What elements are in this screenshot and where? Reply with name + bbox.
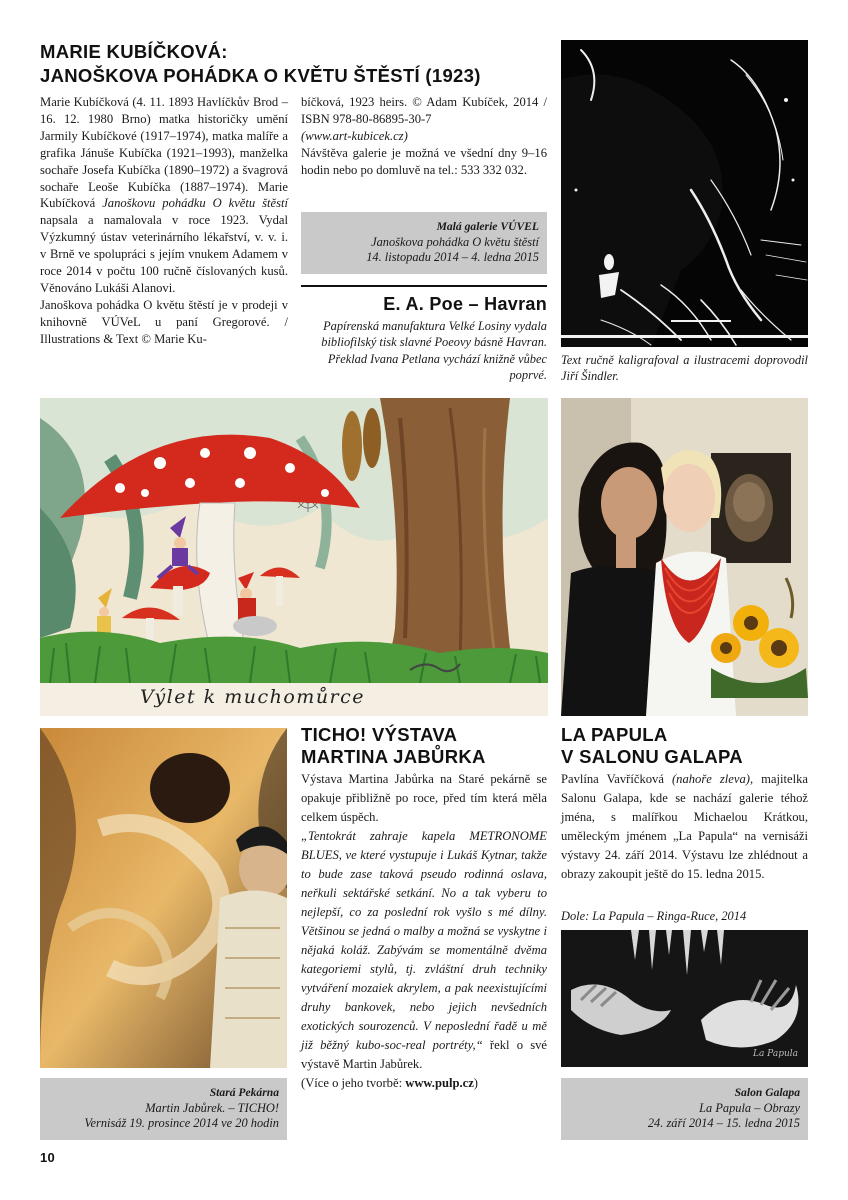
pulp-link[interactable]: www.pulp.cz	[405, 1076, 474, 1090]
article3-title-line1: TICHO! VÝSTAVA	[301, 724, 458, 745]
article2-body: Papírenská manufaktura Velké Losiny vydala bibliofilský tisk slavné Poeovy básně Havran. Překlad Ivana Petlana vychází knižně vůbec poprvé.	[321, 319, 547, 383]
article1-paragraph2: Janoškova pohádka O květu štěstí je v prodeji v knihovně VÚVeL u paní Gregorové. / Illustrations & Text © Marie Ku-	[40, 297, 288, 346]
article4-title-line1: LA PAPULA	[561, 724, 668, 745]
page-number: 10	[40, 1150, 56, 1165]
papula-painting	[561, 930, 808, 1067]
article1-infobox	[301, 212, 547, 274]
infobox-dates: Vernisáž 19. prosince 2014 ve 20 hodin	[84, 1116, 279, 1131]
article4-infobox	[561, 1078, 808, 1140]
article1-title-line1: MARIE KUBÍČKOVÁ:	[40, 41, 228, 62]
article4-body	[561, 770, 808, 884]
infobox-dates: 14. listopadu 2014 – 4. ledna 2015	[366, 250, 539, 265]
mushroom-illustration	[40, 398, 548, 716]
article4-title	[561, 724, 808, 768]
article1-visit-info: Návštěva galerie je možná ve všední dny 9–16 hodin nebo po domluvě na tel.: 533 332 032.	[301, 145, 547, 177]
article3-body	[301, 770, 547, 1093]
article3-intro: Výstava Martina Jabůrka na Staré pekárně se opakuje přibližně po roce, před tím která měla celkem úspěch.	[301, 772, 547, 824]
article4-title-line2: V SALONU GALAPA	[561, 746, 743, 767]
article3-quote: „Tentokrát zahraje kapela METRONOME BLUES, ve které vystupuje i Lukáš Kytnar, takže to bude zase taková pseudo rodinná oslava, neřkuli sektářské setkání. No a tak vyberu to nejlepší, co za poslední rok vyšlo s mé dílny. Většinou se jedná o malby a možná se vyskytne i nějaká koláž. Zabývám se momentálně dvěma kategoriemi stylů, tj. zvláštní druh techniky vytváření mozaiek akrylem, a pak neexistujícími druhy bankovek, nebo jejich nevšedních exotických sourozenců. V neposlední řadě u mě již běžný kubo-soc-real portréty,“ řekl o své výstavě Martin Jabůrek.	[301, 829, 547, 1071]
infobox-title: Janoškova pohádka O květu štěstí	[371, 234, 539, 249]
painting-signature: La Papula	[752, 1049, 798, 1059]
infobox-title: La Papula – Obrazy	[699, 1100, 800, 1115]
article1-isbn: bíčková, 1923 heirs. © Adam Kubíček, 2014 / ISBN 978-80-86895-30-7	[301, 95, 547, 126]
article4-paragraph: Pavlína Vavříčková (nahoře zleva), majitelka Salonu Galapa, kde se nachází galerie téhož jména, s malířkou Michaelou Krátkou, uměleckým jménem „La Papula“ na vernisáži výstavy 24. září 2014. Výstavu lze zhlédnout a obrazy zakoupit ještě do 15. ledna 2015.	[561, 772, 808, 881]
article3-title-line2: MARTINA JABŮRKA	[301, 746, 486, 767]
raven-illustration	[561, 40, 808, 347]
article1-website: (www.art-kubicek.cz)	[301, 128, 408, 143]
infobox-venue: Salon Galapa	[734, 1086, 800, 1099]
mushroom-handwritten-caption: Výlet k muchomůrce	[140, 686, 366, 708]
article3-title	[301, 724, 547, 768]
article1-column2	[301, 94, 547, 179]
jaburek-painting	[40, 728, 287, 1068]
vernissage-photo	[561, 398, 808, 716]
article1-title	[40, 40, 560, 88]
infobox-venue: Malá galerie VÚVEL	[436, 220, 539, 233]
article1-title-line2: JANOŠKOVA POHÁDKA O KVĚTU ŠTĚSTÍ (1923)	[40, 65, 481, 86]
article2-divider	[301, 285, 547, 287]
infobox-title: Martin Jabůrek. – TICHO!	[145, 1100, 279, 1115]
raven-caption: Text ručně kaligrafoval a ilustracemi doprovodil Jiří Šindler.	[561, 353, 808, 384]
article4-image-caption: Dole: La Papula – Ringa-Ruce, 2014	[561, 909, 747, 923]
article2-title: E. A. Poe – Havran	[383, 294, 547, 314]
article1-paragraph1: Marie Kubíčková (4. 11. 1893 Havlíčkův Brod – 16. 12. 1980 Brno) matka historičky umění Jarmily Kubíčkové (1917–1974), matka malíře a grafika Jánuše Kubíčka (1921–1993), manželka sochaře Josefa Kubíčka (1890–1972) a švagrová sochaře Leoše Kubíčka (1887–1974). Marie Kubíčková Janoškovu pohádku O květu štěstí napsala a namalovala v roce 1923. Vydal Výzkumný ústav veterinárního lékařství, v. v. i. v Brně ve spolupráci s jejím vnukem Adamem v roce 2014 v počtu 100 ručně číslovaných kusů. Věnováno Lukáši Alanovi.	[40, 95, 289, 295]
infobox-venue: Stará Pekárna	[209, 1086, 279, 1099]
infobox-dates: 24. září 2014 – 15. ledna 2015	[647, 1116, 800, 1131]
article3-more-info: (Více o jeho tvorbě: www.pulp.cz)	[301, 1076, 478, 1090]
article1-column1	[40, 94, 288, 348]
article3-infobox	[40, 1078, 287, 1140]
